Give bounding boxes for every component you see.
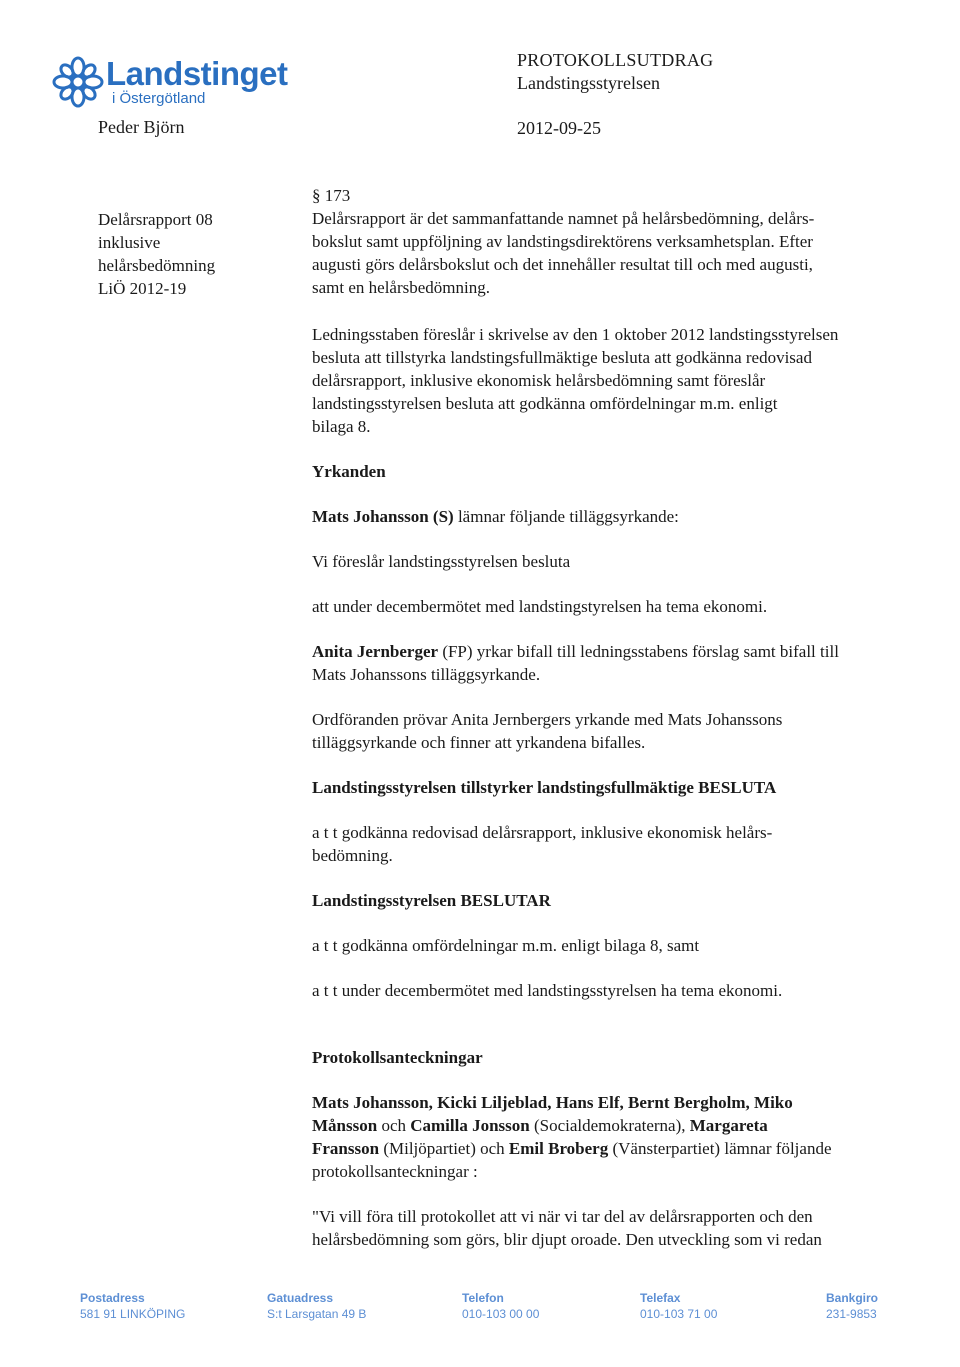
margin-note-line: LiÖ 2012-19 [98,279,187,298]
decision-item: a t t under decembermötet med landstingsstyrelsen ha tema ekonomi. [312,981,783,1000]
margin-note-line: inklusive [98,233,161,252]
proposal-line: landstingsstyrelsen besluta att godkänna omfördelningar m.m. enligt [312,394,778,413]
paragraph-number: § 173 [312,186,351,205]
decision-line: bedömning. [312,846,393,865]
decision-heading: Landstingsstyrelsen BESLUTAR [312,891,551,910]
intro-line: bokslut samt uppföljning av landstingsdirektörens verksamhetsplan. Efter [312,232,813,251]
notes-names-line: Månsson och Camilla Jonsson (Socialdemokraterna), Margareta [312,1116,768,1135]
footer-gatuadress: Gatuadress S:t Larsgatan 49 B [267,1291,367,1321]
document-date: 2012-09-25 [517,118,601,138]
margin-note-line: helårsbedömning [98,256,216,275]
proposal-line: besluta att tillstyrka landstingsfullmäktige besluta att godkänna redovisad [312,348,812,367]
quote-line: helårsbedömning som görs, blir djupt oroade. Den utveckling som vi redan [312,1230,822,1249]
intro-line: Delårsrapport är det sammanfattande namnet på helårsbedömning, delårs- [312,209,815,228]
mats-quote-line: att under decembermötet med landstingstyrelsen ha tema ekonomi. [312,597,768,616]
footer-telefon: Telefon 010-103 00 00 [462,1291,540,1321]
quote-line: "Vi vill föra till protokollet att vi när vi tar del av delårsrapporten och den [312,1207,813,1226]
footer-bankgiro: Bankgiro 231-9853 [826,1291,879,1321]
proposal-line: delårsrapport, inklusive ekonomisk helårsbedömning samt föreslår [312,371,766,390]
speaker-name: Mats Johansson (S) [312,507,454,526]
speaker-name: Anita Jernberger [312,642,439,661]
footer [0,1280,960,1340]
margin-note [98,208,288,300]
anita-motion-line: Mats Johanssons tilläggsyrkande. [312,665,541,684]
notes-tail: protokollsanteckningar : [312,1162,478,1181]
author-name: Peder Björn [98,117,185,137]
yrkanden-heading: Yrkanden [312,462,386,481]
main-content [312,184,912,1251]
intro-line: samt en helårsbedömning. [312,278,490,297]
proposal-line: bilaga 8. [312,417,371,436]
proposal-line: Ledningsstaben föreslår i skrivelse av den 1 oktober 2012 landstingsstyrelsen [312,325,839,344]
document-type: PROTOKOLLSUTDRAG [517,50,714,70]
notes-heading: Protokollsanteckningar [312,1048,483,1067]
org-name: Landstinget [106,55,288,92]
decision-line: a t t godkänna redovisad delårsrapport, inklusive ekonomisk helårs- [312,823,773,842]
decision-heading: Landstingsstyrelsen tillstyrker landstingsfullmäktige BESLUTA [312,778,777,797]
org-subtitle: i Östergötland [112,90,206,107]
decision-item: a t t godkänna omfördelningar m.m. enligt bilaga 8, samt [312,936,700,955]
chair-line: Ordföranden prövar Anita Jernbergers yrkande med Mats Johanssons [312,710,783,729]
notes-names-line: Mats Johansson, Kicki Liljeblad, Hans Elf, Bernt Bergholm, Miko [312,1093,793,1112]
mats-motion: Mats Johansson (S) lämnar följande tilläggsyrkande: [312,507,679,526]
intro-line: augusti görs delårsbokslut och det innehåller resultat till och med augusti, [312,255,813,274]
footer-telefax: Telefax 010-103 71 00 [640,1291,718,1321]
landstinget-logo-icon [52,56,104,108]
anita-motion: Anita Jernberger (FP) yrkar bifall till ledningsstabens förslag samt bifall till [312,642,839,661]
margin-note-line: Delårsrapport 08 [98,210,213,229]
notes-names-line: Fransson (Miljöpartiet) och Emil Broberg (Vänsterpartiet) lämnar följande [312,1139,832,1158]
footer-postadress: Postadress 581 91 LINKÖPING [80,1291,186,1321]
mats-quote-line: Vi föreslår landstingsstyrelsen besluta [312,552,571,571]
document-body: Landstingsstyrelsen [517,73,660,93]
chair-line: tilläggsyrkande och finner att yrkandena bifalles. [312,733,646,752]
